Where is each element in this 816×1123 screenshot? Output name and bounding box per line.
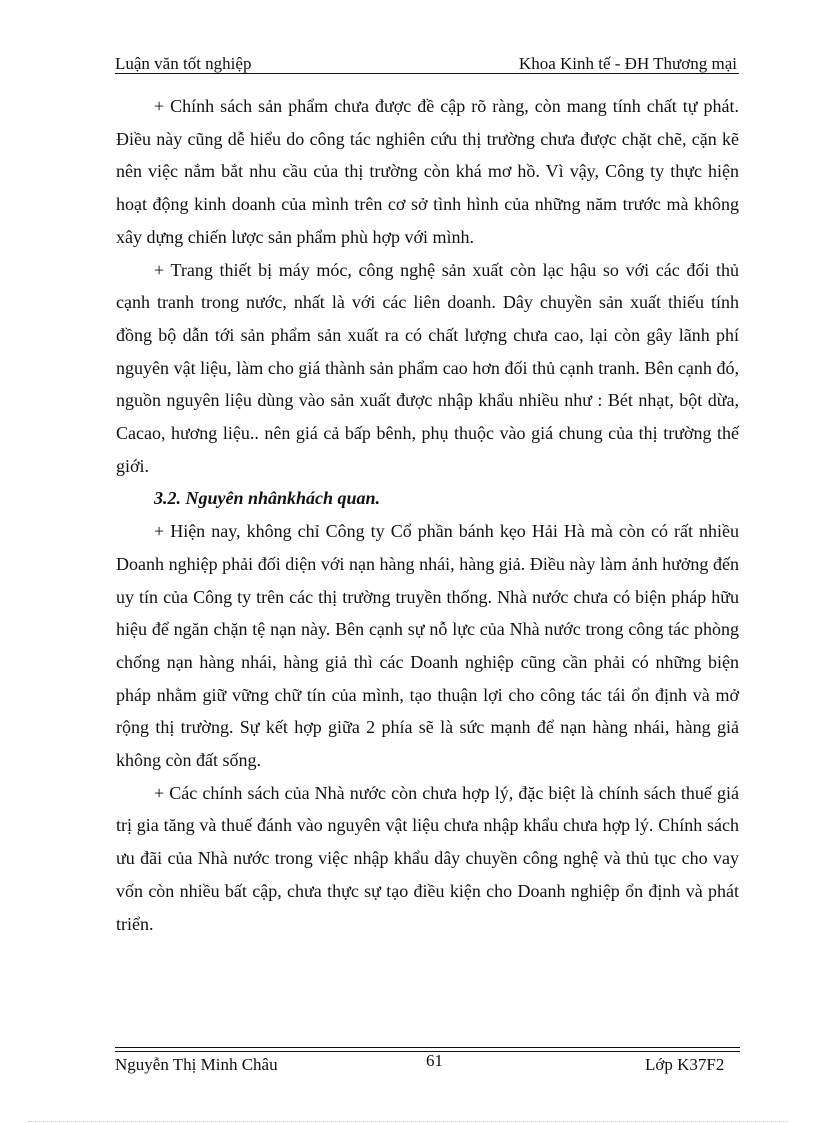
paragraph-product-policy: + Chính sách sản phẩm chưa được đề cập rõ ràng, còn mang tính chất tự phát. Điều này cũng dễ hiểu do công tác nghiên cứu thị trường chưa được chặt chẽ, cặn kẽ nên việc nắm bắt nhu cầu của thị trường còn khá mơ hồ. Vì vậy, Công ty thực hiện hoạt động kinh doanh của mình trên cơ sở tình hình của những năm trước mà không xây dựng chiến lược sản phẩm phù hợp với mình.: [116, 96, 739, 247]
page-number: 61: [426, 1051, 443, 1070]
page-edge-dotted-line: [28, 1121, 788, 1122]
section-heading-objective-causes: 3.2. Nguyên nhânkhách quan.: [154, 488, 381, 509]
paragraph-state-policy: + Các chính sách của Nhà nước còn chưa hợp lý, đặc biệt là chính sách thuế giá trị gia tăng và thuế đánh vào nguyên vật liệu chưa nhập khẩu chưa hợp lý. Chính sách ưu đãi của Nhà nước trong việc nhập khẩu dây chuyền công nghệ và thủ tục cho vay vốn còn nhiều bất cập, chưa thực sự tạo điều kiện cho Doanh nghiệp ổn định và phát triển.: [116, 782, 739, 934]
footer-divider-top: [115, 1047, 740, 1048]
footer-author: Nguyễn Thị Minh Châu: [115, 1055, 278, 1074]
page-header: [115, 50, 737, 74]
paragraph-equipment: + Trang thiết bị máy móc, công nghệ sản xuất còn lạc hậu so với các đối thủ cạnh tranh trong nước, nhất là với các liên doanh. Dây chuyền sản xuất thiếu tính đồng bộ dẫn tới sản phẩm sản xuất ra có chất lượng chưa cao, lại còn gây lãnh phí nguyên vật liệu, làm cho giá thành sản phẩm cao hơn đối thủ cạnh tranh. Bên cạnh đó, nguồn nguyên liệu dùng vào sản xuất được nhập khẩu nhiều như : Bét nhạt, bột dừa, Cacao, hương liệu.. nên giá cả bấp bênh, phụ thuộc vào giá chung của thị trường thế giới.: [116, 259, 739, 476]
paragraph-counterfeit-goods: + Hiện nay, không chỉ Công ty Cổ phần bánh kẹo Hải Hà mà còn có rất nhiều Doanh nghiệp phải đối diện với nạn hàng nhái, hàng giả. Điều này làm ảnh hưởng đến uy tín của Công ty trên các thị trường truyền thống. Nhà nước chưa có biện pháp hữu hiệu để ngăn chặn tệ nạn này. Bên cạnh sự nỗ lực của Nhà nước trong công tác phòng chống nạn hàng nhái, hàng giả thì các Doanh nghiệp cũng cần phải có những biện pháp nhằm giữ vững chữ tín của mình, tạo thuận lợi cho công tác tái ổn định và mở rộng thị trường. Sự kết hợp giữa 2 phía sẽ là sức mạnh để nạn hàng nhái, hàng giả không còn đất sống.: [116, 521, 739, 771]
footer-class: Lớp K37F2: [645, 1055, 725, 1074]
header-divider: [115, 73, 739, 74]
document-body: [116, 90, 739, 940]
header-faculty-label: Khoa Kinh tế - ĐH Thương mại: [518, 54, 737, 73]
header-thesis-label: Luận văn tốt nghiệp: [115, 54, 252, 73]
